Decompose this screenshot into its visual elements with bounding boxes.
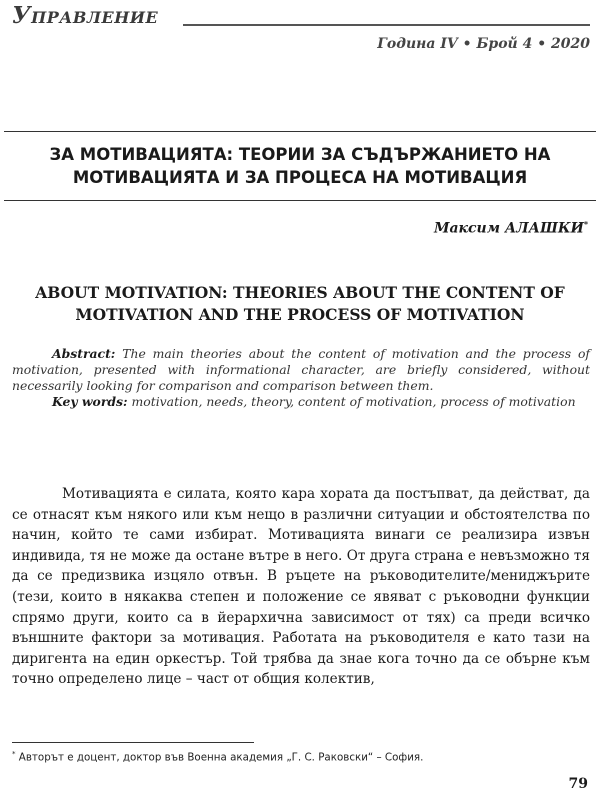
issue-info: Година IV • Брой 4 • 2020: [377, 36, 590, 52]
article-title-bg: ЗА МОТИВАЦИЯТА: ТЕОРИИ ЗА СЪДЪРЖАНИЕТО НА МОТИВАЦИЯТА И ЗА ПРОЦЕСА НА МОТИВАЦИЯ: [49, 145, 551, 187]
header-rule: [183, 24, 590, 26]
abstract-text: The main theories about the content of motivation and the process of motivation, presented with informational character, are briefly considered, without necessarily looking for comparison and comparison between them.: [12, 346, 590, 393]
title-rule-bottom: [4, 200, 596, 201]
footnote-mark: *: [12, 750, 16, 758]
keywords: [12, 394, 590, 410]
keywords-label: Key words:: [52, 394, 128, 409]
footnote: [12, 750, 423, 763]
journal-name: Управление: [12, 2, 159, 29]
abstract-label: Abstract:: [52, 346, 116, 361]
body-paragraph: Мотивацията е силата, която кара хората да постъпват, да действат, да се отнасят към някого или към нещо в различни ситуации и обстоятелства по начин, който те сами избират. Мотивацията винаги се реализира извън индивида, тя не може да остане вътре в него. От друга страна е невъзможно тя да се предизвика изцяло отвън. В ръцете на ръководителите/мениджърите (тези, които в някаква степен и положение се явяват с ръководни функции спрямо други, които са в йерархична зависимост от тях) са преди всичко външните фактори за мотивация. Работата на ръководителя е като тази на диригента на един оркестър. Той трябва да знае кога точно да се обърне към точно определено лице – част от общия колектив,: [12, 486, 590, 688]
author-name: Максим АЛАШКИ: [433, 220, 584, 237]
article-title-en: ABOUT MOTIVATION: THEORIES ABOUT THE CONTENT OF MOTIVATION AND THE PROCESS OF MOTIVATION: [35, 283, 565, 324]
abstract-block: [12, 346, 590, 410]
footnote-text: Авторът е доцент, доктор във Военна академия „Г. С. Раковски“ – София.: [18, 751, 424, 764]
author: [434, 219, 588, 237]
author-footnote-mark: *: [583, 219, 588, 229]
abstract: [12, 346, 590, 394]
body-text: [12, 484, 590, 690]
journal-header: [12, 2, 590, 62]
title-rule-top: [4, 131, 596, 132]
page-number: 79: [568, 776, 588, 792]
footnote-rule: [12, 742, 254, 743]
keywords-text: motivation, needs, theory, content of motivation, process of motivation: [131, 394, 576, 409]
